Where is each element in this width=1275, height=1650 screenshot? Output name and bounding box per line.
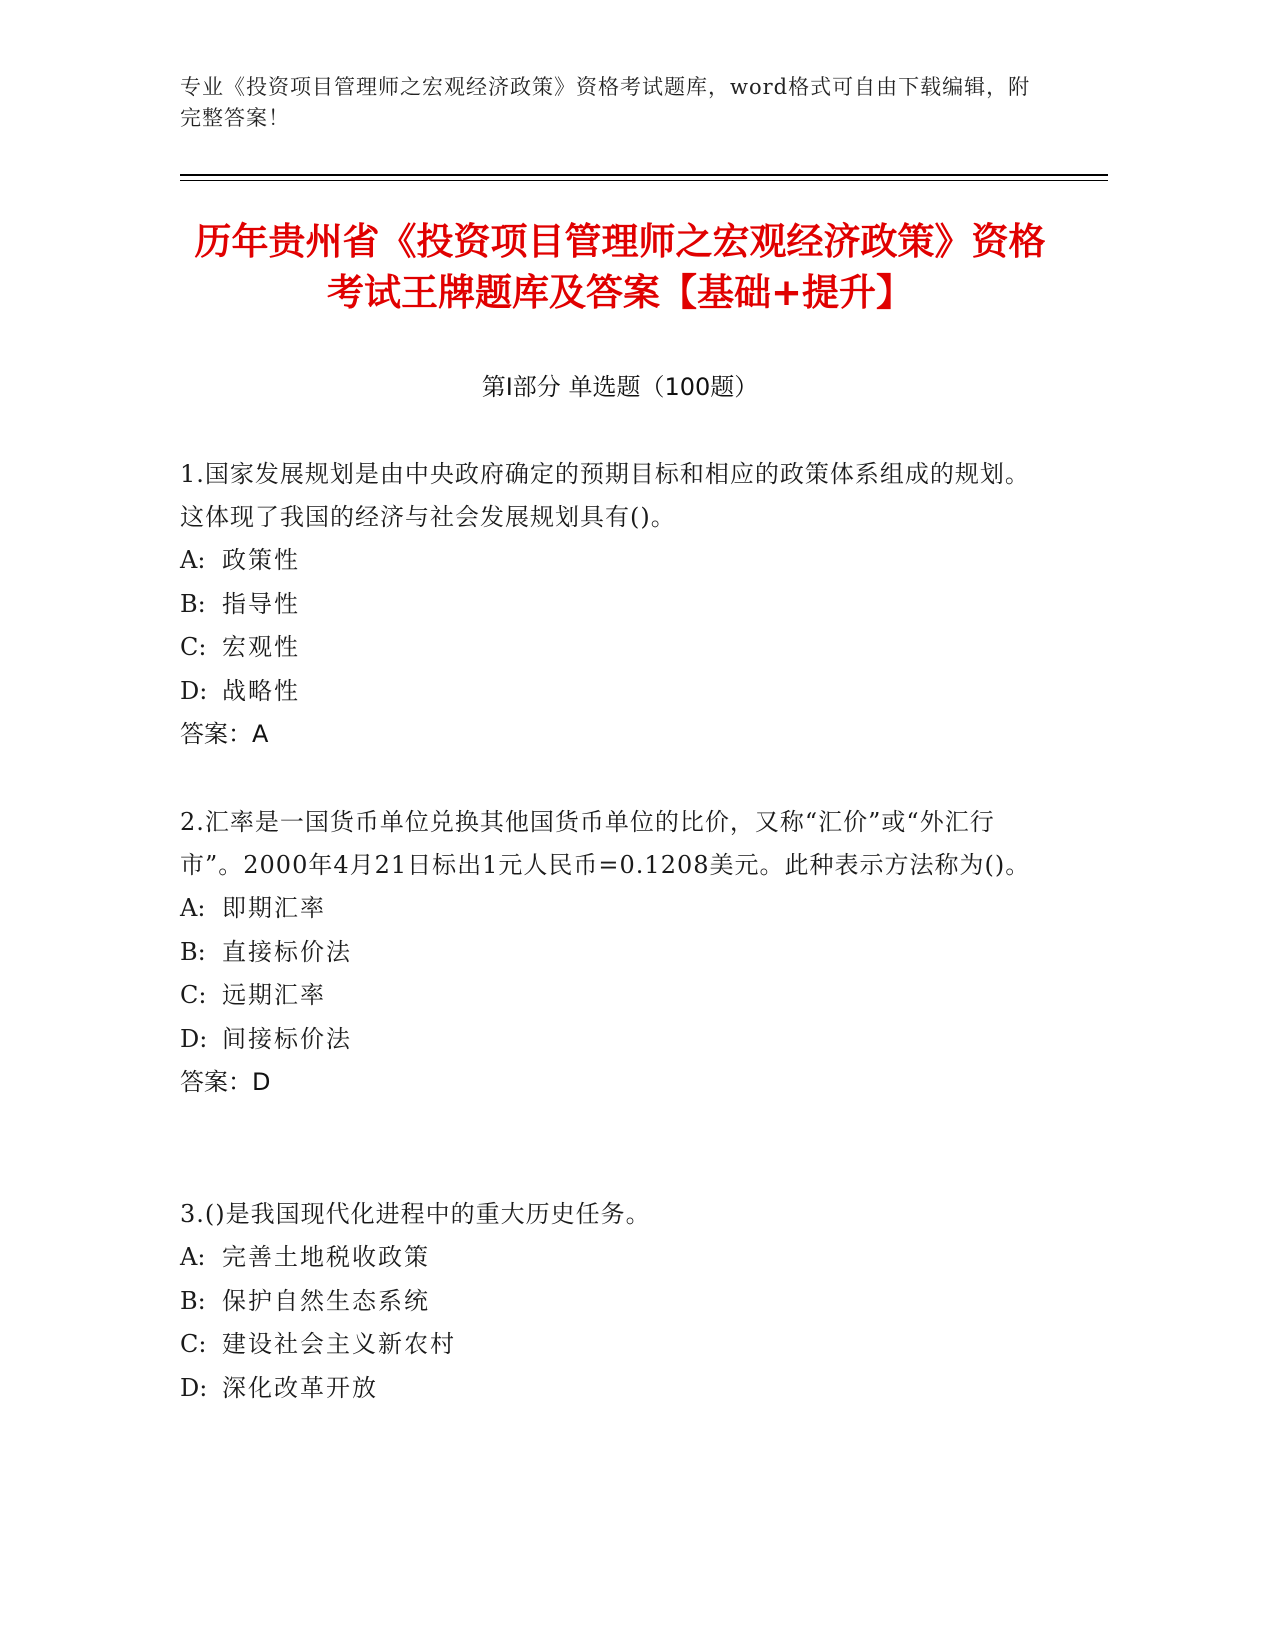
option-d — [180, 1367, 1040, 1411]
option-letter: D: — [180, 1024, 208, 1053]
option-text: 间接标价法 — [222, 1024, 352, 1053]
question-stem: 1.国家发展规划是由中央政府确定的预期目标和相应的政策体系组成的规划。这体现了我国的经济与社会发展规划具有()。 — [180, 460, 1030, 531]
question-stem: 2.汇率是一国货币单位兑换其他国货币单位的比价，又称“汇价”或“外汇行市”。2000年4月21日标出1元人民币=0.1208美元。此种表示方法称为()。 — [180, 808, 1031, 879]
option-text: 远期汇率 — [222, 981, 326, 1009]
option-c — [180, 974, 1040, 1018]
document-title: 历年贵州省《投资项目管理师之宏观经济政策》资格考试王牌题库及答案【基础+提升】 — [194, 220, 1046, 314]
option-letter: D: — [180, 676, 208, 705]
option-text: 建设社会主义新农村 — [222, 1330, 456, 1358]
option-a — [180, 539, 1040, 583]
option-text: 政策性 — [222, 546, 300, 574]
option-letter: A: — [180, 894, 206, 922]
answer: 答案：A — [180, 720, 269, 748]
question-1 — [180, 453, 1040, 756]
option-d — [180, 670, 1040, 714]
option-letter: C: — [180, 981, 207, 1009]
option-letter: B: — [180, 589, 206, 618]
option-letter: D: — [180, 1373, 208, 1402]
option-text: 战略性 — [222, 676, 300, 705]
option-b — [180, 583, 1040, 627]
option-text: 完善土地税收政策 — [222, 1243, 430, 1271]
option-text: 保护自然生态系统 — [222, 1286, 430, 1315]
question-2 — [180, 801, 1040, 1104]
option-letter: C: — [180, 633, 207, 661]
answer: 答案：D — [180, 1068, 271, 1096]
option-b — [180, 1280, 1040, 1324]
option-b — [180, 931, 1040, 975]
option-text: 宏观性 — [222, 633, 300, 661]
option-letter: B: — [180, 1286, 206, 1315]
header-divider-thin — [180, 180, 1108, 181]
header-divider-thick — [180, 174, 1108, 176]
option-a — [180, 887, 1040, 931]
option-letter: C: — [180, 1330, 207, 1358]
section-heading: 第Ⅰ部分 单选题（100题） — [481, 373, 759, 401]
option-text: 指导性 — [222, 589, 300, 618]
option-d — [180, 1018, 1040, 1062]
option-letter: A: — [180, 546, 206, 574]
option-letter: A: — [180, 1243, 206, 1271]
option-text: 直接标价法 — [222, 937, 352, 966]
question-3 — [180, 1193, 1040, 1410]
option-c — [180, 1323, 1040, 1367]
question-stem: 3.()是我国现代化进程中的重大历史任务。 — [180, 1200, 651, 1228]
header-note: 专业《投资项目管理师之宏观经济政策》资格考试题库，word格式可自由下载编辑，附完整答案！ — [180, 75, 1031, 130]
option-a — [180, 1236, 1040, 1280]
option-c — [180, 626, 1040, 670]
option-text: 即期汇率 — [222, 894, 326, 922]
option-letter: B: — [180, 937, 206, 966]
option-text: 深化改革开放 — [222, 1373, 378, 1402]
